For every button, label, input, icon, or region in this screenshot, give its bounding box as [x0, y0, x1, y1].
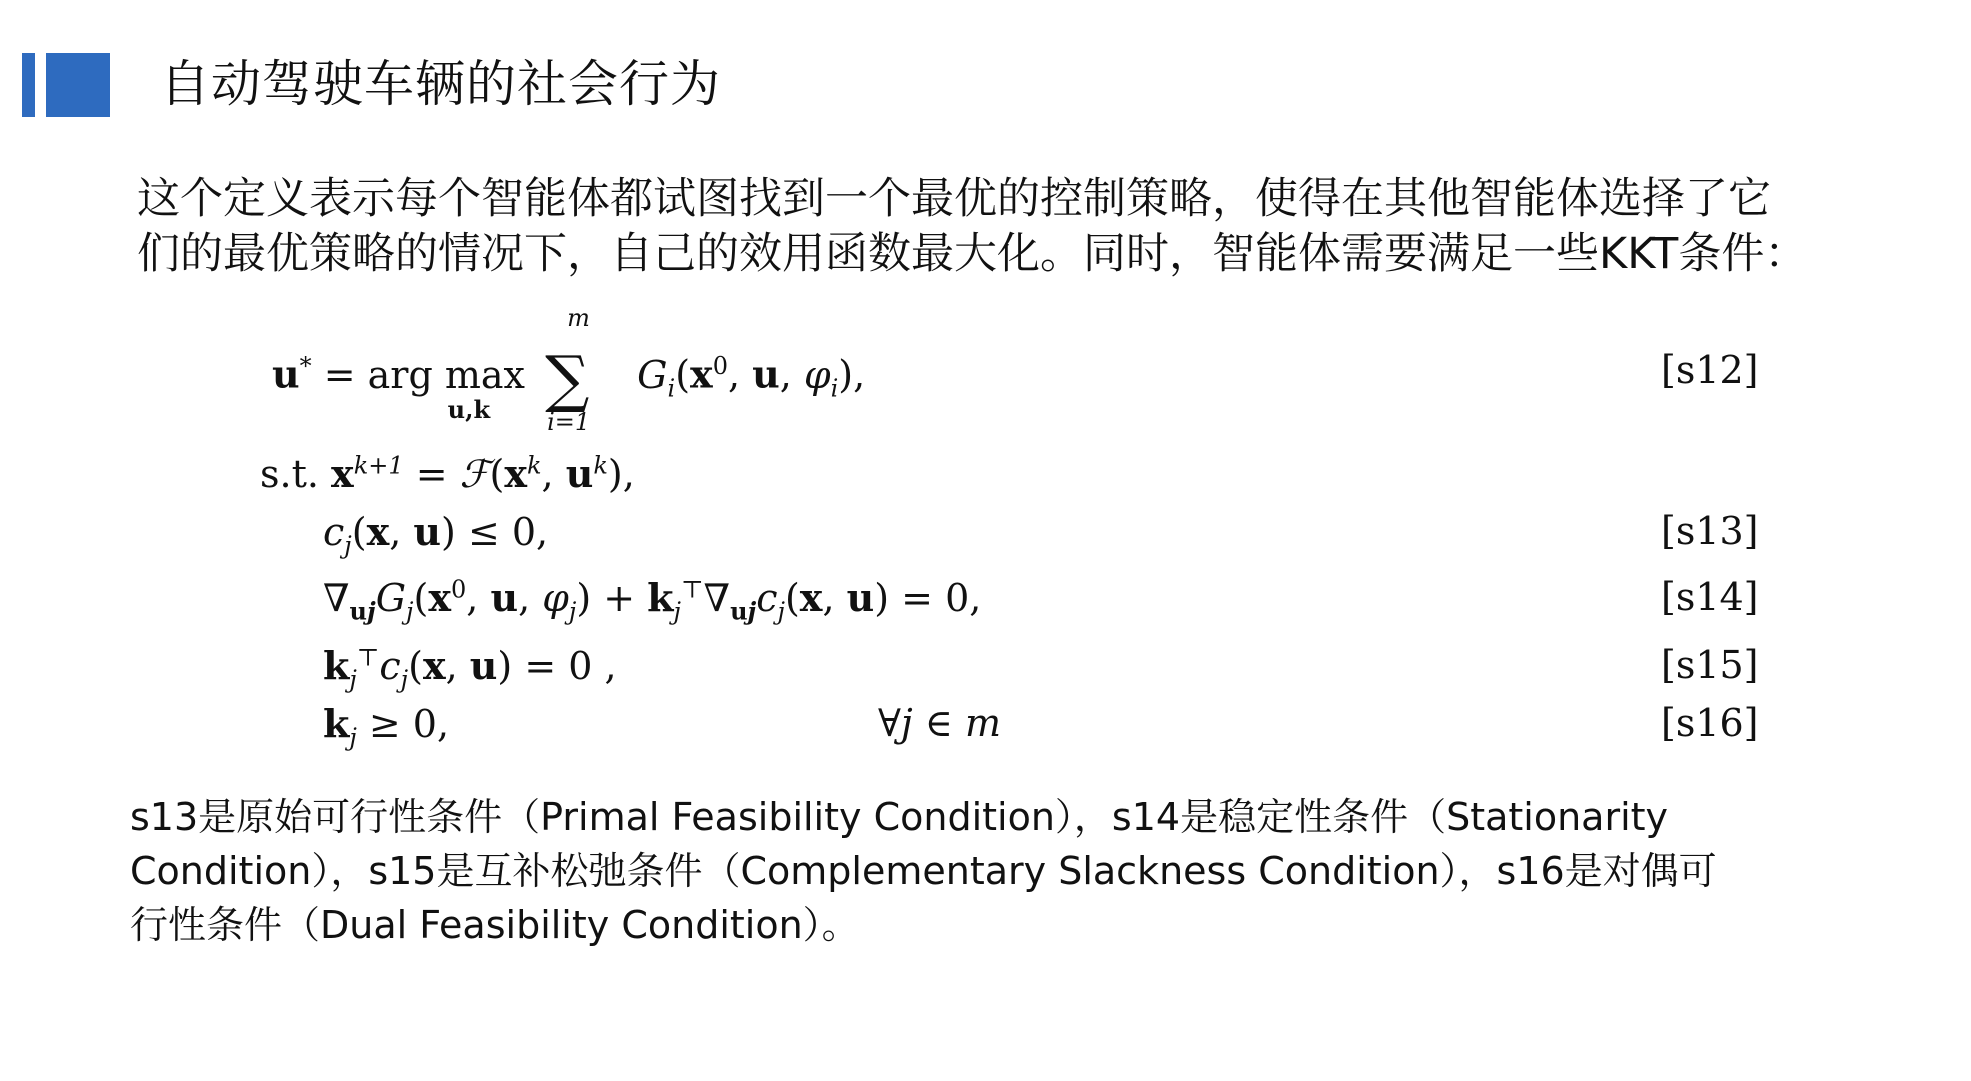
intro-line-2: 们的最优策略的情况下，自己的效用函数最大化。同时，智能体需要满足一些KKT条件：: [137, 229, 1808, 279]
intro-paragraph: [137, 172, 1837, 282]
equation-s15: $k_j^⊤c_j(x$, u) = 0 ,: [323, 643, 617, 694]
slide-title: 自动驾驶车辆的社会行为: [160, 55, 721, 113]
such-that-label: s.t.: [260, 452, 319, 496]
summary-line-1: s13是原始可行性条件（Primal Feasibility Condition），s14是稳定性条件（Stationarity: [130, 795, 1669, 839]
equation-tag-s13: [s13]: [1661, 509, 1759, 553]
equation-s13: $c_j(x$, u) ≤ 0,: [323, 509, 549, 560]
equation-tag-s15: [s15]: [1661, 643, 1759, 687]
equation-s12: u* = arg max u,k m ∑ i=1 $G_i(x^0$, u, $\varphi_i$),: [272, 304, 866, 436]
intro-line-1: 这个定义表示每个智能体都试图找到一个最优的控制策略，使得在其他智能体选择了它: [137, 174, 1771, 224]
summary-line-3: 行性条件（Dual Feasibility Condition）。: [130, 903, 860, 947]
equation-tag-s12: [s12]: [1661, 348, 1759, 392]
equation-block: [200, 293, 1810, 768]
equation-s14: $\nabla_{uj}G_j(x^0$, u, $\varphi_j) + k_j^⊤\nabla_{uj}c_j(x$, u) = 0,: [323, 575, 982, 626]
equation-s16: $k_j \ge 0$,: [323, 701, 450, 752]
forall-quantifier: ∀j ∈ m: [878, 701, 1002, 745]
equation-tag-s14: [s14]: [1661, 575, 1759, 619]
equation-constraint-dynamics: s.t. $x^{k+1}$ = $ℱ(x^k$, $u^k$),: [260, 451, 635, 496]
title-accent-bar-thin: [22, 53, 35, 117]
summary-paragraph: [130, 790, 1830, 952]
equation-tag-s16: [s16]: [1661, 701, 1759, 745]
title-accent-bar-thick: [46, 53, 110, 117]
summary-line-2: Condition），s15是互补松弛条件（Complementary Slackness Condition），s16是对偶可: [130, 849, 1717, 893]
